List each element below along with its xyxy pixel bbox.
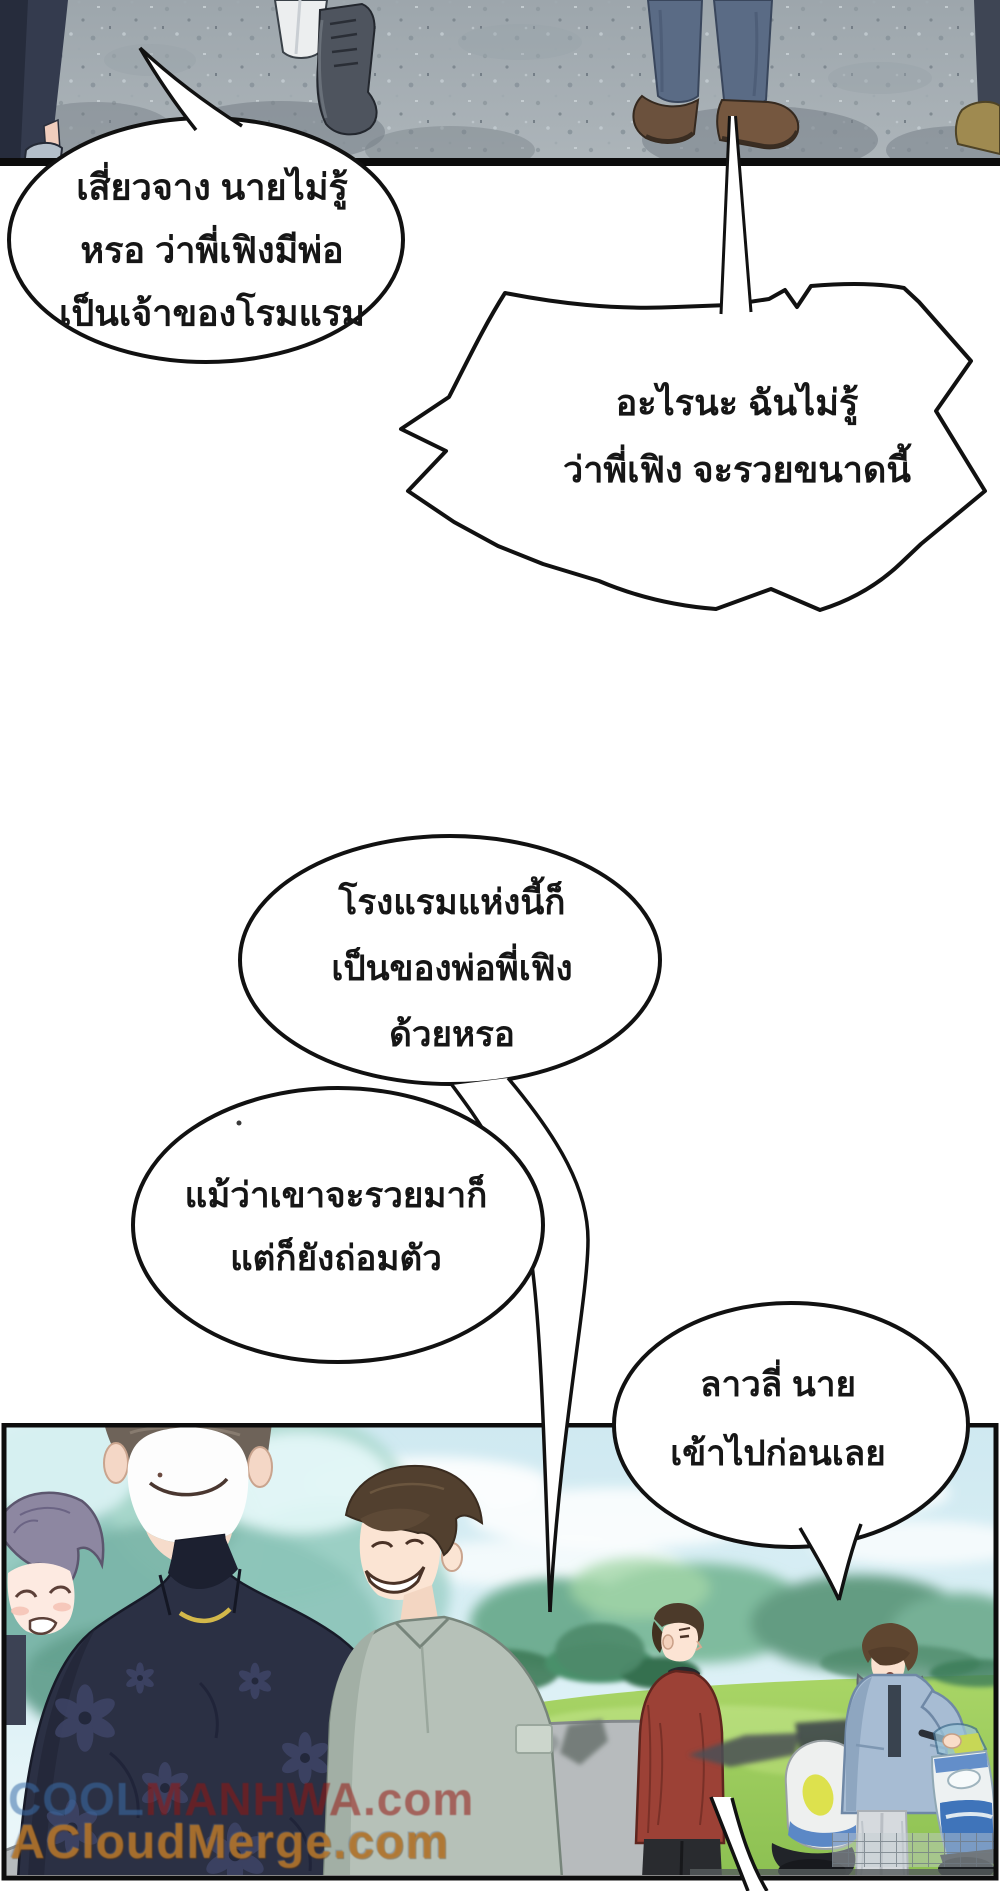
- speech-bubble-1-text: [59, 156, 365, 345]
- speech-bubble-3-text: [331, 870, 572, 1068]
- speech-bubble-5-text: [670, 1350, 885, 1488]
- bubble-line: ว่าพี่เฟิง จะรวยขนาดนี้: [562, 449, 912, 490]
- bubble-line: แม้ว่าเขาจะรวยมาก็: [184, 1176, 488, 1215]
- speech-bubble-tail-offpanel: [711, 1797, 767, 1891]
- bubble-line: ด้วยหรอ: [389, 1015, 515, 1054]
- speech-bubble-2-text: [563, 369, 911, 503]
- bubble-line: อะไรนะ ฉันไม่รู้: [615, 382, 859, 423]
- watermark-blue-part: COOL: [8, 1773, 145, 1825]
- bubble-line: ลาวลี่ นาย: [699, 1365, 857, 1404]
- bubble-line: เข้าไปก่อนเลย: [670, 1434, 886, 1473]
- bubble-line: หรอ ว่าพี่เฟิงมีพ่อ: [80, 229, 344, 271]
- watermark-red-part: MANHWA.com: [144, 1773, 475, 1825]
- speech-bubble-4-text: [185, 1164, 488, 1290]
- print-speck: [237, 1121, 242, 1126]
- bubble-line: เป็นของพ่อพี่เฟิง: [331, 949, 573, 988]
- bubble-line: เสี่ยวจาง นายไม่รู้: [76, 166, 348, 208]
- watermark-acloudmerge: ACloudMerge.com: [10, 1816, 450, 1869]
- bubble-line: โรงแรมแห่งนี้ก็: [338, 883, 566, 922]
- bubble-line: เป็นเจ้าของโรมแรม: [59, 292, 365, 334]
- speech-bubble-2-burst: [401, 116, 985, 610]
- bubble-line: แต่ก็ยังถ่อมตัว: [230, 1239, 442, 1278]
